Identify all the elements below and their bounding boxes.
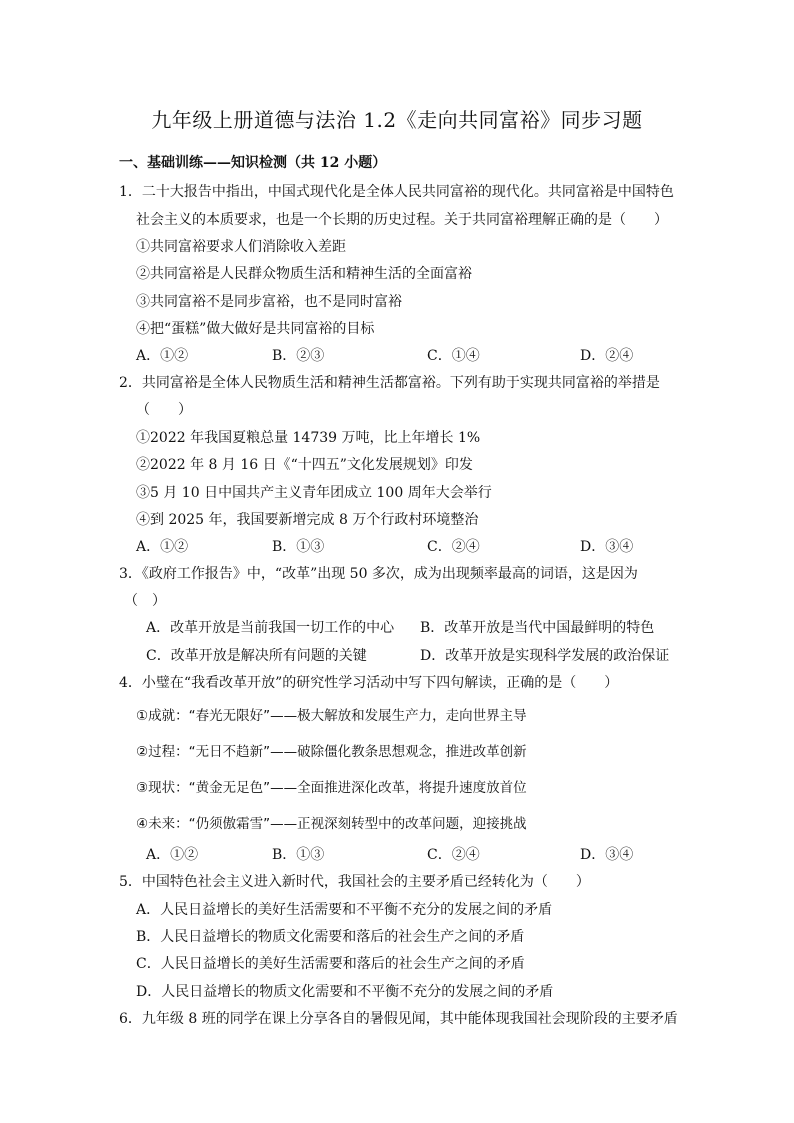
q1-item: ④把“蛋糕”做大做好是共同富裕的目标 (136, 321, 375, 337)
q1-item: ①共同富裕要求人们消除收入差距 (136, 239, 346, 255)
q3-option-c[interactable]: C．改革开放是解决所有问题的关键 (146, 648, 367, 664)
page-title: 九年级上册道德与法治 1.2《走向共同富裕》同步习题 (151, 108, 643, 132)
q1-item: ③共同富裕不是同步富裕，也不是同时富裕 (136, 294, 402, 310)
q2-option-c[interactable]: C．②④ (427, 539, 480, 555)
q4-item: ②过程：“无日不趋新”——破除僵化教条思想观念，推进改革创新 (136, 744, 527, 760)
q4-option-b[interactable]: B．①③ (272, 847, 325, 863)
q2-option-a[interactable]: A．①② (136, 539, 189, 555)
q3-option-d[interactable]: D．改革开放是实现科学发展的政治保证 (420, 648, 670, 664)
q4-item: ④未来：“仍须傲霜雪”——正视深刻转型中的改革问题，迎接挑战 (136, 816, 527, 832)
q2-item: ②2022 年 8 月 16 日《“十四五”文化发展规划》印发 (136, 457, 473, 473)
q3-stem-line1: 3．《政府工作报告》中，“改革”出现 50 多次，成为出现频率最高的词语，这是因为 (119, 566, 638, 582)
q1-stem-line1: 1．二十大报告中指出，中国式现代化是全体人民共同富裕的现代化。共同富裕是中国特色 (119, 184, 674, 200)
q2-item: ③5 月 10 日中国共产主义青年团成立 100 周年大会举行 (136, 485, 492, 501)
q5-option-c[interactable]: C．人民日益增长的美好生活需要和落后的社会生产之间的矛盾 (136, 956, 525, 972)
q1-option-c[interactable]: C．①④ (427, 348, 480, 364)
q3-option-b[interactable]: B．改革开放是当代中国最鲜明的特色 (420, 620, 655, 636)
section-heading: 一、基础训练——知识检测（共 12 小题） (119, 155, 387, 171)
q2-option-d[interactable]: D．③④ (580, 539, 634, 555)
q5-option-b[interactable]: B．人民日益增长的物质文化需要和落后的社会生产之间的矛盾 (136, 929, 525, 945)
q1-item: ②共同富裕是人民群众物质生活和精神生活的全面富裕 (136, 266, 472, 282)
q5-stem-line1: 5．中国特色社会主义进入新时代，我国社会的主要矛盾已经转化为（ ） (119, 874, 590, 890)
q5-option-d[interactable]: D．人民日益增长的物质文化需要和不平衡不充分的发展之间的矛盾 (136, 984, 554, 1000)
q2-item: ④到 2025 年，我国要新增完成 8 万个行政村环境整治 (136, 512, 479, 528)
q1-stem-line2: 社会主义的本质要求，也是一个长期的历史过程。关于共同富裕理解正确的是（ ） (136, 212, 668, 228)
q6-stem-line1: 6．九年级 8 班的同学在课上分享各自的暑假见闻，其中能体现我国社会现阶段的主要矛盾 (119, 1011, 678, 1027)
q4-option-d[interactable]: D．③④ (580, 847, 634, 863)
q1-option-d[interactable]: D．②④ (580, 348, 634, 364)
q2-stem-line1: 2．共同富裕是全体人民物质生活和精神生活都富裕。下列有助于实现共同富裕的举措是 (119, 375, 660, 391)
q1-option-b[interactable]: B．②③ (272, 348, 325, 364)
q5-option-a[interactable]: A．人民日益增长的美好生活需要和不平衡不充分的发展之间的矛盾 (136, 902, 553, 918)
q2-stem-line2: （ ） (136, 402, 192, 418)
q4-stem-line1: 4．小璧在“我看改革开放”的研究性学习活动中写下四句解读，正确的是（ ） (119, 675, 619, 691)
q4-option-c[interactable]: C．②④ (427, 847, 480, 863)
q2-item: ①2022 年我国夏粮总量 14739 万吨，比上年增长 1% (136, 430, 481, 446)
q4-item: ③现状：“黄金无足色”——全面推进深化改革，将提升速度放首位 (136, 780, 527, 796)
q3-stem-line2: （ ） (124, 593, 166, 609)
q1-option-a[interactable]: A．①② (136, 348, 189, 364)
q4-option-a[interactable]: A．①② (146, 847, 199, 863)
q4-item: ①成就：“春光无限好”——极大解放和发展生产力，走向世界主导 (136, 708, 527, 724)
q3-option-a[interactable]: A．改革开放是当前我国一切工作的中心 (146, 620, 395, 636)
q2-option-b[interactable]: B．①③ (272, 539, 325, 555)
